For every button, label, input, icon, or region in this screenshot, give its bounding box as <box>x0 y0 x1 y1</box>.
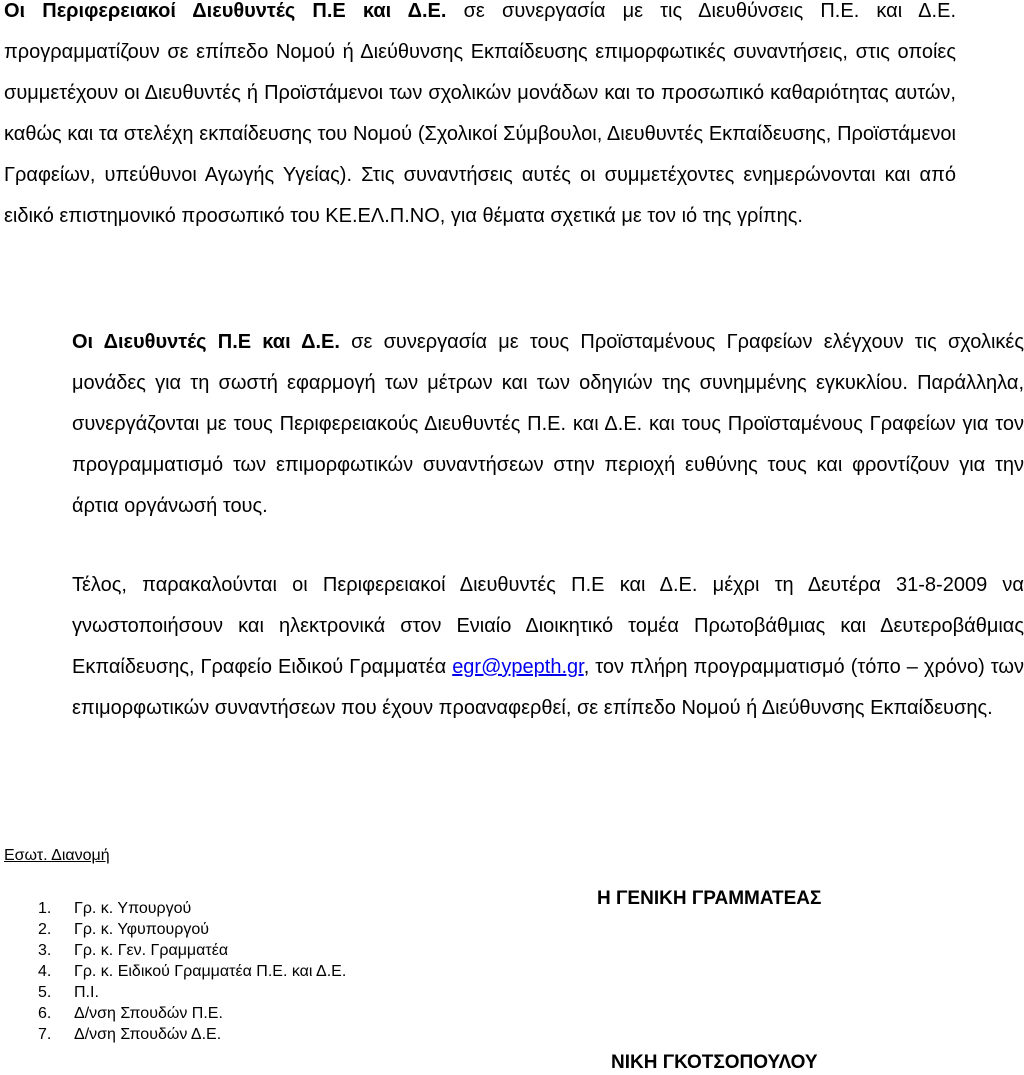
distribution-list <box>38 898 346 1045</box>
signature-name: ΝΙΚΗ ΓΚΟΤΣΟΠΟΥΛΟΥ <box>611 1052 818 1073</box>
distribution-item <box>38 961 346 982</box>
email-link[interactable]: egr@ypepth.gr <box>452 656 584 678</box>
distribution-item-label: Γρ. κ. Ειδικού Γραμματέα Π.Ε. και Δ.Ε. <box>74 963 347 980</box>
distribution-item-number: 4. <box>38 963 52 980</box>
distribution-item-number: 3. <box>38 942 52 959</box>
distribution-item <box>38 1003 346 1024</box>
distribution-item-label: Δ/νση Σπουδών Π.Ε. <box>74 1005 223 1022</box>
distribution-item-label: Δ/νση Σπουδών Δ.Ε. <box>74 1026 222 1043</box>
distribution-item-number: 5. <box>38 984 52 1001</box>
distribution-item-label: Γρ. κ. Υπουργού <box>74 900 192 917</box>
distribution-item-number: 2. <box>38 921 52 938</box>
paragraph2-bold-lead: Οι Διευθυντές Π.Ε και Δ.Ε. <box>72 331 340 353</box>
distribution-item-label: Γρ. κ. Γεν. Γραμματέα <box>74 942 229 959</box>
paragraph-deadline <box>4 565 1024 729</box>
paragraph1-text: σε συνεργασία με τις Διευθύνσεις Π.Ε. και Δ.Ε. προγραμματίζουν σε επίπεδο Νομού ή Διεύθυνσης Εκπαίδευσης επιμορφωτικές συναντήσεις, στις οποίες συμμετέχουν οι Διευθυντές ή Προϊστάμενοι των σχολικών μονάδων και το προσωπικό καθαριότητας αυτών, καθώς και τα στελέχη εκπαίδευσης του Νομού (Σχολικοί Σύμβουλοι, Διευθυντές Εκπαίδευσης, Προϊστάμενοι Γραφείων, υπεύθυνοι Αγωγής Υγείας). Στις συναντήσεις αυτές οι συμμετέχοντες ενημερώνονται και από ειδικό επιστημονικό προσωπικό του ΚΕ.ΕΛ.Π.ΝΟ, για θέματα σχετικά με τον ιό της γρίπης. <box>4 0 956 227</box>
paragraph3-text-after: , τον πλήρη προγραμματισμό (τόπο – χρόνο) των επιμορφωτικών συναντήσεων που έχουν προαναφερθεί, σε επίπεδο Νομού ή Διεύθυνσης Εκπαίδευσης. <box>72 656 1024 719</box>
signature-title: Η ΓΕΝΙΚΗ ΓΡΑΜΜΑΤΕΑΣ <box>597 888 822 909</box>
distribution-title: Εσωτ. Διανομή <box>4 847 110 864</box>
distribution-item-number: 1. <box>38 900 52 917</box>
distribution-item <box>38 982 346 1003</box>
distribution-item <box>38 919 346 940</box>
distribution-item <box>38 898 346 919</box>
distribution-item <box>38 1024 346 1045</box>
distribution-item-label: Γρ. κ. Υφυπουργού <box>74 921 209 938</box>
distribution-item-label: Π.Ι. <box>74 984 99 1001</box>
paragraph-directors <box>4 322 1024 527</box>
distribution-item-number: 7. <box>38 1026 52 1043</box>
distribution-item <box>38 940 346 961</box>
paragraph3-text-before: Τέλος, παρακαλούνται οι Περιφερειακοί Διευθυντές Π.Ε και Δ.Ε. μέχρι τη Δευτέρα 31-8-2009 να γνωστοποιήσουν και ηλεκτρονικά στον Ενιαίο Διοικητικό τομέα Πρωτοβάθμιας και Δευτεροβάθμιας Εκπαίδευσης, Γραφείο Ειδικού Γραμματέα <box>72 574 1024 678</box>
paragraph1-bold-lead: Οι Περιφερειακοί Διευθυντές Π.Ε και Δ.Ε. <box>4 0 447 22</box>
distribution-item-number: 6. <box>38 1005 52 1022</box>
paragraph-regional-directors <box>4 0 956 237</box>
paragraph2-text: σε συνεργασία με τους Προϊσταμένους Γραφείων ελέγχουν τις σχολικές μονάδες για τη σωστή εφαρμογή των μέτρων και των οδηγιών της συνημμένης εγκυκλίου. Παράλληλα, συνεργάζονται με τους Περιφερειακούς Διευθυντές Π.Ε. και Δ.Ε. και τους Προϊσταμένους Γραφείων για τον προγραμματισμό των επιμορφωτικών συναντήσεων στην περιοχή ευθύνης τους και φροντίζουν για την άρτια οργάνωσή τους. <box>72 331 1024 517</box>
